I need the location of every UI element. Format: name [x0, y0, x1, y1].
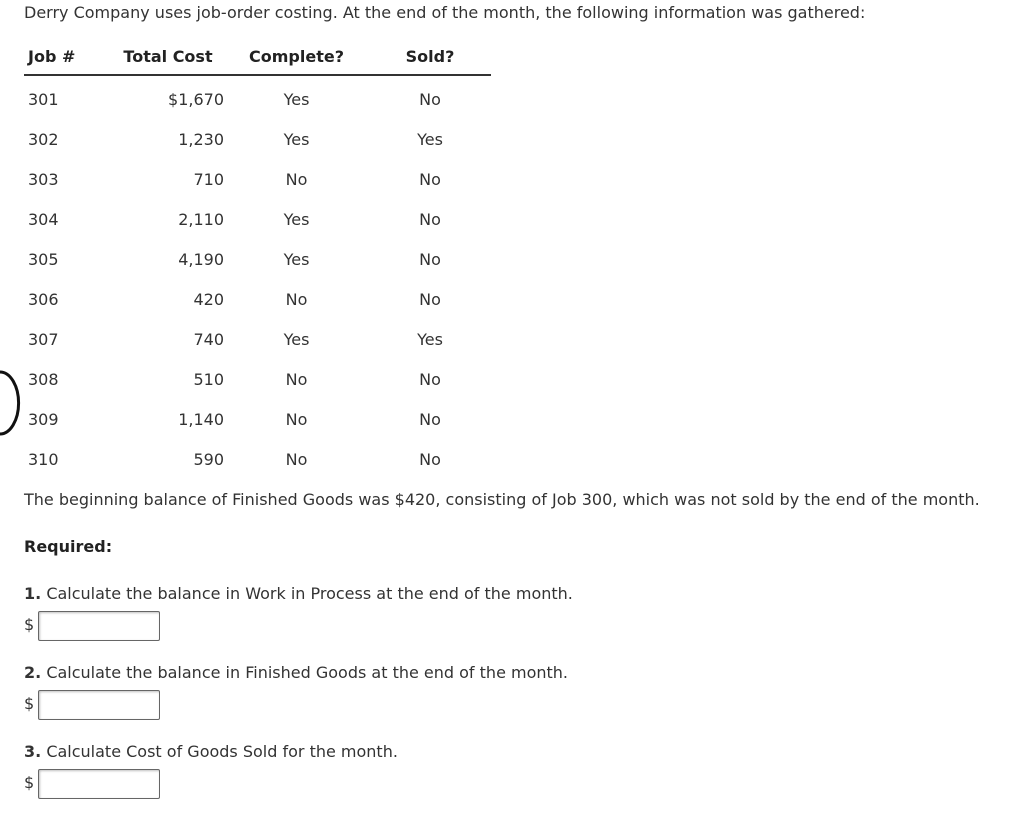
question-number: 1. — [24, 584, 42, 603]
question-text: Calculate the balance in Finished Goods at the end of the month. — [46, 663, 569, 682]
total-cost: 710 — [193, 170, 224, 189]
table-row — [24, 280, 491, 320]
total-cost: 4,190 — [178, 250, 224, 269]
table-row — [24, 75, 491, 120]
question-number: 2. — [24, 663, 42, 682]
currency-symbol: $ — [24, 615, 35, 634]
total-cost: 510 — [193, 370, 224, 389]
table-row — [24, 440, 491, 480]
total-cost: 590 — [193, 450, 224, 469]
table-row — [24, 160, 491, 200]
sold-status: Yes — [417, 130, 443, 149]
intro-text: Derry Company uses job-order costing. At the end of the month, the following information was gathered: — [24, 3, 866, 22]
header-total-cost: Total Cost — [112, 40, 224, 75]
question-3 — [24, 742, 398, 762]
total-cost: 420 — [193, 290, 224, 309]
header-complete: Complete? — [224, 40, 369, 75]
complete-status: No — [285, 450, 308, 469]
job-number: 309 — [28, 410, 59, 429]
job-number: 302 — [28, 130, 59, 149]
total-cost: 1,140 — [178, 410, 224, 429]
question-text: Calculate Cost of Goods Sold for the month. — [46, 742, 398, 761]
table-row — [24, 360, 491, 400]
total-cost: $1,670 — [168, 90, 224, 109]
job-number: 307 — [28, 330, 59, 349]
job-cost-table — [24, 40, 491, 480]
job-number: 304 — [28, 210, 59, 229]
cogs-input[interactable] — [38, 769, 160, 799]
currency-symbol: $ — [24, 773, 35, 792]
table-row — [24, 320, 491, 360]
complete-status: Yes — [283, 210, 310, 229]
sold-status: No — [419, 450, 441, 469]
sold-status: No — [419, 170, 441, 189]
required-label: Required: — [24, 537, 113, 556]
total-cost: 2,110 — [178, 210, 224, 229]
complete-status: Yes — [283, 90, 310, 109]
question-1 — [24, 584, 573, 604]
sold-status: No — [419, 410, 441, 429]
sold-status: No — [419, 210, 441, 229]
job-number: 301 — [28, 90, 59, 109]
job-number: 308 — [28, 370, 59, 389]
question-text: Calculate the balance in Work in Process at the end of the month. — [46, 584, 573, 603]
table-row — [24, 240, 491, 280]
sold-status: No — [419, 370, 441, 389]
question-2 — [24, 663, 568, 683]
question-number: 3. — [24, 742, 42, 761]
complete-status: Yes — [283, 130, 310, 149]
total-cost: 1,230 — [178, 130, 224, 149]
table-header-row — [24, 40, 491, 75]
table-row — [24, 120, 491, 160]
header-sold: Sold? — [369, 40, 491, 75]
header-job-number: Job # — [24, 40, 112, 75]
finished-goods-balance-input[interactable] — [38, 690, 160, 720]
complete-status: No — [285, 410, 308, 429]
table-row — [24, 400, 491, 440]
wip-balance-input[interactable] — [38, 611, 160, 641]
complete-status: No — [285, 370, 308, 389]
complete-status: Yes — [283, 250, 310, 269]
job-number: 306 — [28, 290, 59, 309]
job-number: 310 — [28, 450, 59, 469]
table-row — [24, 200, 491, 240]
currency-symbol: $ — [24, 694, 35, 713]
complete-status: No — [285, 170, 308, 189]
beginning-balance-text: The beginning balance of Finished Goods was $420, consisting of Job 300, which was not sold by the end of the month. — [24, 490, 980, 509]
total-cost: 740 — [193, 330, 224, 349]
job-number: 303 — [28, 170, 59, 189]
page-edge-arc — [0, 368, 30, 438]
sold-status: No — [419, 290, 441, 309]
job-number: 305 — [28, 250, 59, 269]
sold-status: No — [419, 250, 441, 269]
sold-status: Yes — [417, 330, 443, 349]
sold-status: No — [419, 90, 441, 109]
complete-status: No — [285, 290, 308, 309]
complete-status: Yes — [283, 330, 310, 349]
